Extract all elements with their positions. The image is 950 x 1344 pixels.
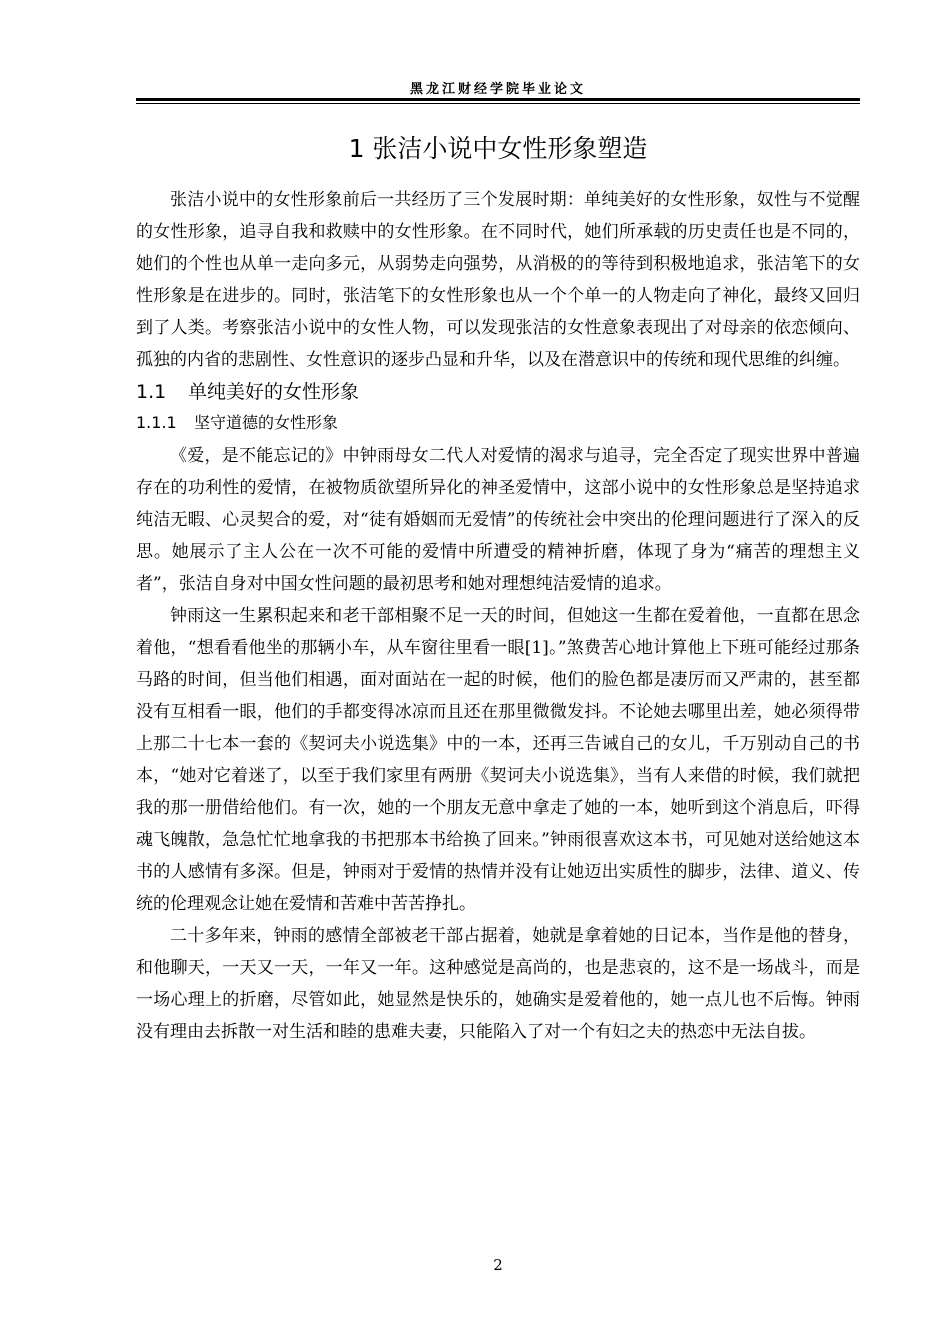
document-body: [136, 128, 860, 1048]
paragraph-3: 二十多年来，钟雨的感情全部被老干部占据着，她就是拿着她的日记本，当作是他的替身，和他聊天，一天又一天，一年又一年。这种感觉是高尚的，也是悲哀的，这不是一场战斗，而是一场心理上的折磨，尽管如此，她显然是快乐的，她确实是爱着他的，她一点儿也不后悔。钟雨没有理由去拆散一对生活和睦的患难夫妻，只能陷入了对一个有妇之夫的热恋中无法自拔。: [136, 926, 860, 1042]
running-header: 黑龙江财经学院毕业论文: [409, 82, 586, 97]
header-rule-thin: [136, 103, 860, 104]
section-number: 1.1: [136, 381, 167, 403]
section-title: 单纯美好的女性形象: [188, 381, 360, 403]
chapter-title: 1 张洁小说中女性形象塑造: [348, 134, 648, 163]
paragraph-intro: 张洁小说中的女性形象前后一共经历了三个发展时期：单纯美好的女性形象，奴性与不觉醒的女性形象，追寻自我和救赎中的女性形象。在不同时代，她们所承载的历史责任也是不同的，她们的个性也从单一走向多元，从弱势走向强势，从消极的的等待到积极地追求，张洁笔下的女性形象是在进步的。同时，张洁笔下的女性形象也从一个个单一的人物走向了神化，最终又回归到了人类。考察张洁小说中的女性人物，可以发现张洁的女性意象表现出了对母亲的依恋倾向、孤独的内省的悲剧性、女性意识的逐步凸显和升华，以及在潜意识中的传统和现代思维的纠缠。: [136, 190, 860, 370]
subsection-heading: [136, 408, 860, 438]
subsection-title: 坚守道德的女性形象: [194, 413, 339, 432]
page-number: 2: [493, 1256, 503, 1274]
paragraph-2: 钟雨这一生累积起来和老干部相聚不足一天的时间，但她这一生都在爱着他，一直都在思念着他，“想看看他坐的那辆小车，从车窗往里看一眼[1]。”煞费苦心地计算他上下班可能经过那条马路的时间，但当他们相遇，面对面站在一起的时候，他们的脸色都是凄厉而又严肃的，甚至都没有互相看一眼，他们的手都变得冰凉而且还在那里微微发抖。不论她去哪里出差，她必须得带上那二十七本一套的《契诃夫小说选集》中的一本，还再三告诫自己的女儿，千万别动自己的书本，“她对它着迷了，以至于我们家里有两册《契诃夫小说选集》，当有人来借的时候，我们就把我的那一册借给他们。有一次，她的一个朋友无意中拿走了她的一本，她听到这个消息后，吓得魂飞魄散，急急忙忙地拿我的书把那本书给换了回来。”钟雨很喜欢这本书，可见她对送给她这本书的人感情有多深。但是，钟雨对于爱情的热情并没有让她迈出实质性的脚步，法律、道义、传统的伦理观念让她在爱情和苦难中苦苦挣扎。: [136, 606, 860, 914]
paragraph-1: 《爱，是不能忘记的》中钟雨母女二代人对爱情的渴求与追寻，完全否定了现实世界中普遍存在的功利性的爱情，在被物质欲望所异化的神圣爱情中，这部小说中的女性形象总是坚持追求纯洁无暇、心灵契合的爱，对“徒有婚姻而无爱情”的传统社会中突出的伦理问题进行了深入的反思。她展示了主人公在一次不可能的爱情中所遭受的精神折磨，体现了身为“痛苦的理想主义者”，张洁自身对中国女性问题的最初思考和她对理想纯洁爱情的追求。: [136, 446, 860, 594]
section-heading: [136, 376, 860, 408]
header-rule-thick: [136, 98, 860, 101]
subsection-number: 1.1.1: [136, 413, 177, 432]
